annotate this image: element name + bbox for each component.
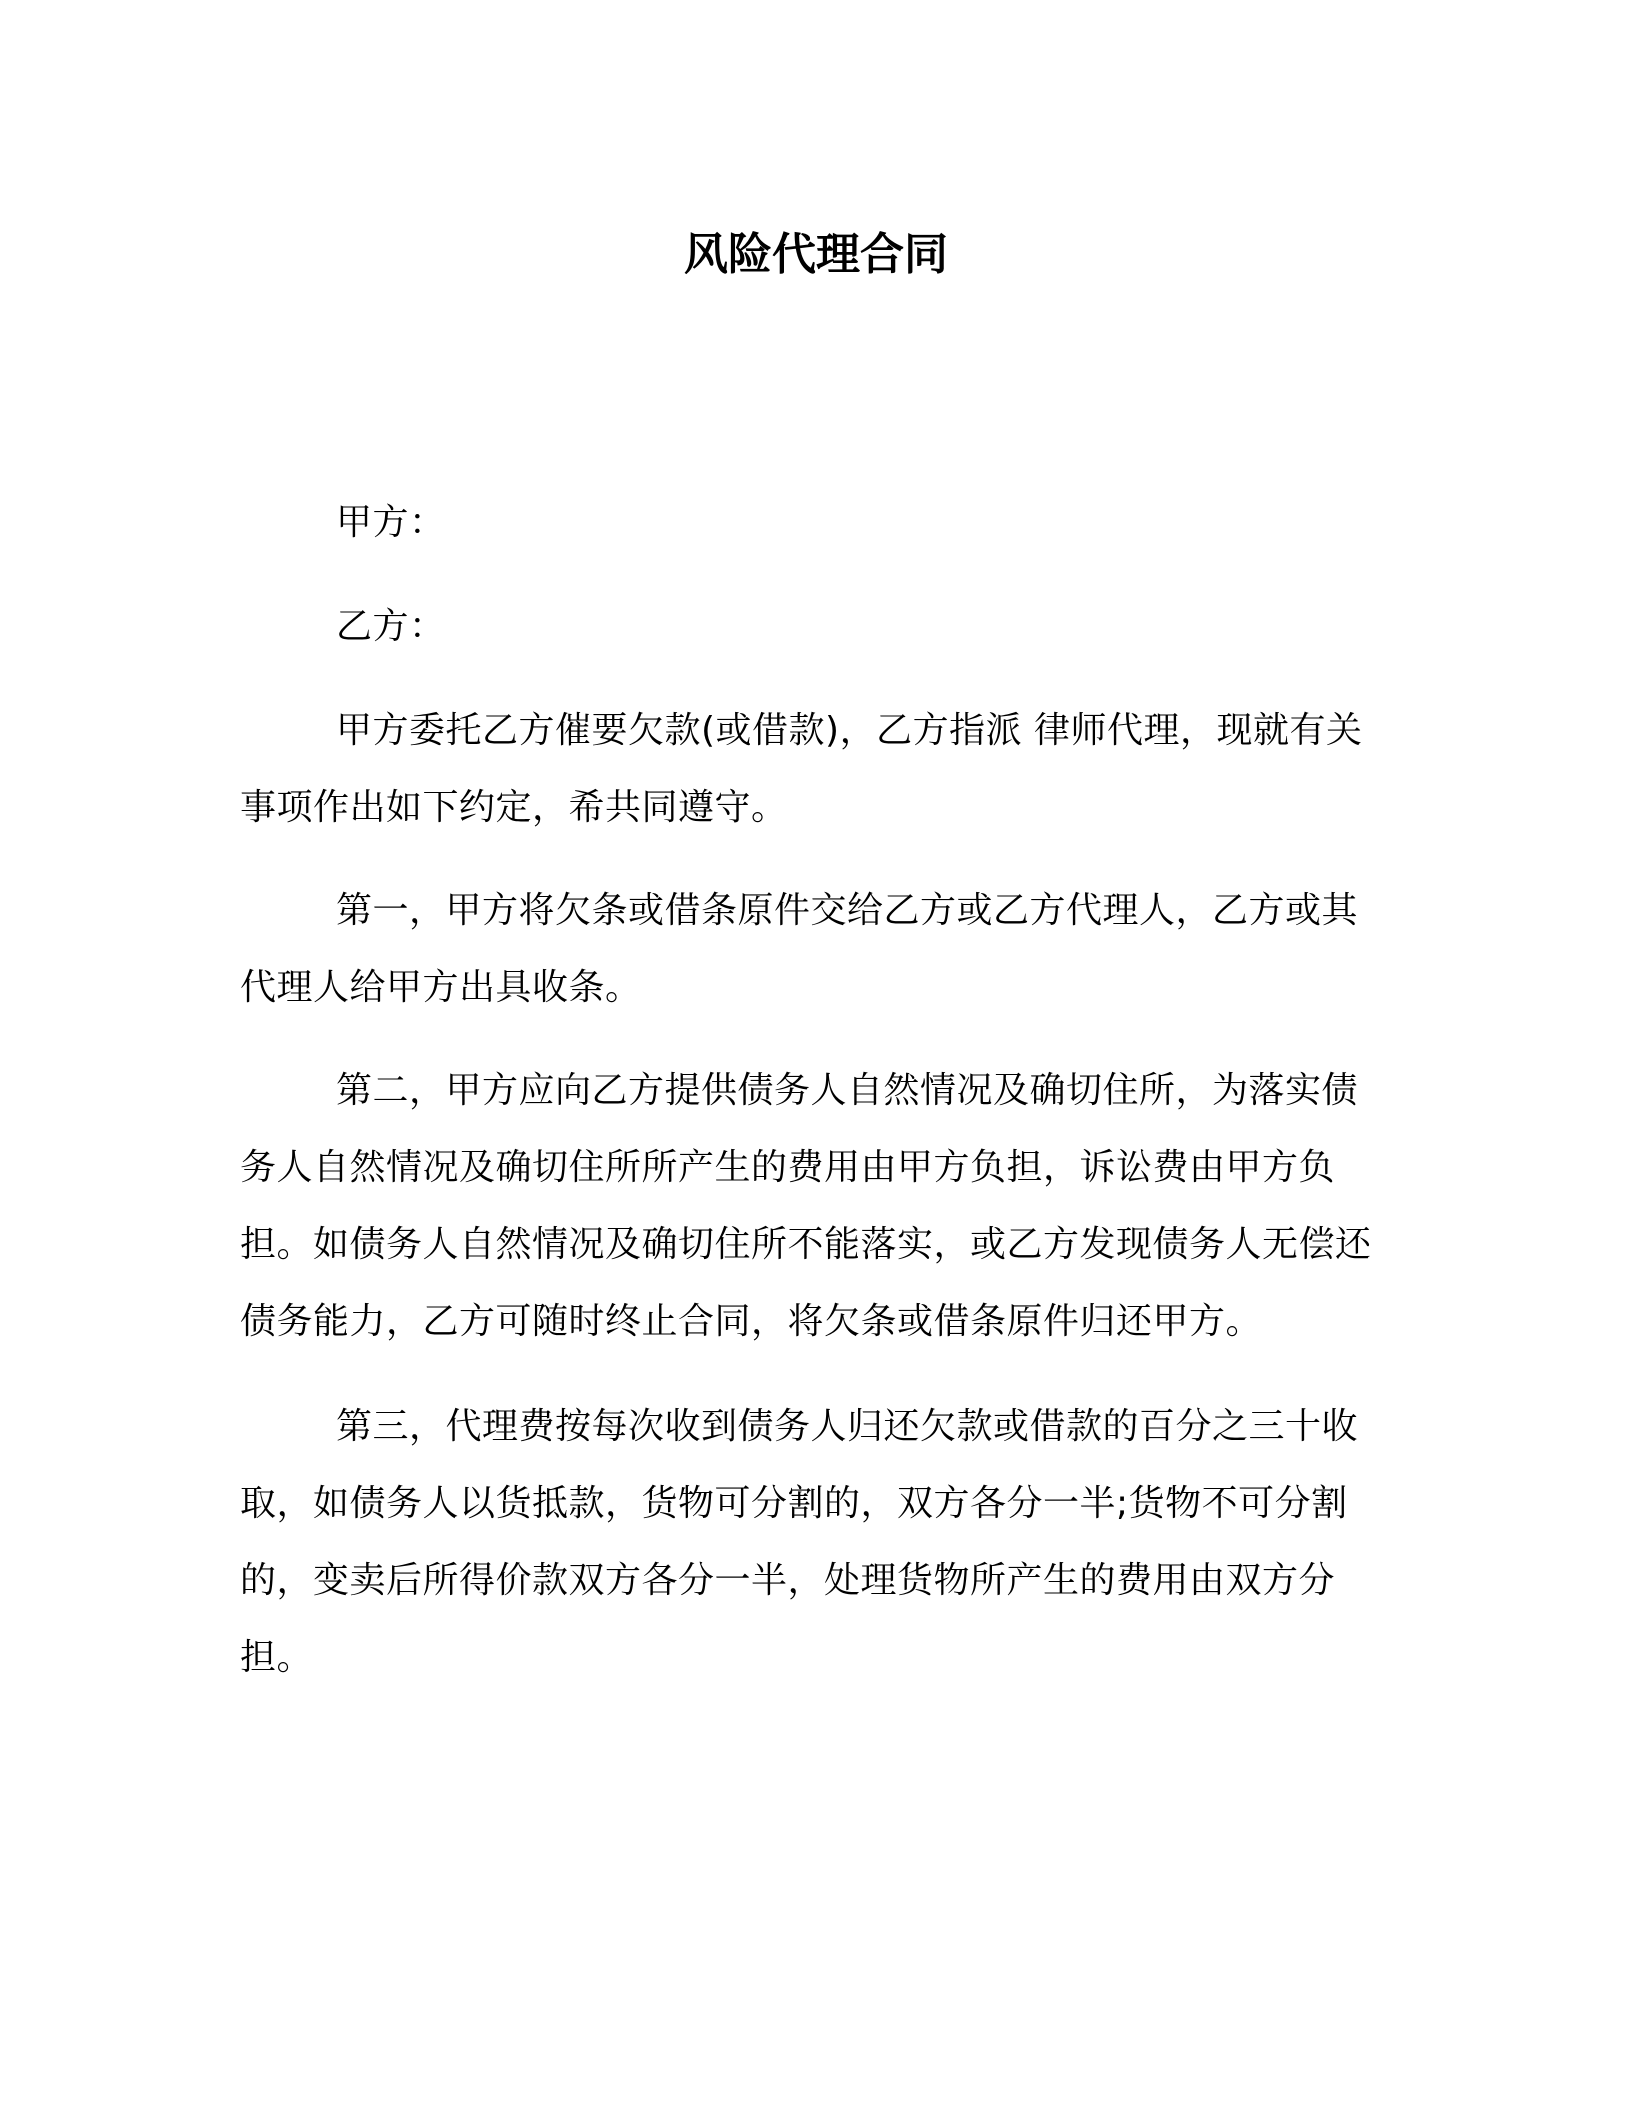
party-a-label: 甲方：: [336, 502, 446, 543]
clause-2-paragraph: 第二，甲方应向乙方提供债务人自然情况及确切住所，为落实债务人自然情况及确切住所所产生的费用由甲方负担，诉讼费由甲方负担。如债务人自然情况及确切住所不能落实，或乙方发现债务人无偿还债务能力，乙方可随时终止合同，将欠条或借条原件归还甲方。: [240, 1070, 1372, 1342]
clause-3-paragraph: 第三，代理费按每次收到债务人归还欠款或借款的百分之三十收取，如债务人以货抵款，货物可分割的，双方各分一半;货物不可分割的，变卖后所得价款双方各分一半，处理货物所产生的费用由双方分担。: [240, 1406, 1359, 1678]
document-title: 风险代理合同: [684, 229, 948, 280]
party-b-label: 乙方：: [336, 606, 446, 647]
clause-1-paragraph: 第一，甲方将欠条或借条原件交给乙方或乙方代理人，乙方或其代理人给甲方出具收条。: [240, 890, 1359, 1008]
intro-paragraph: 甲方委托乙方催要欠款(或借款)，乙方指派 律师代理，现就有关事项作出如下约定，希共同遵守。: [240, 710, 1363, 828]
